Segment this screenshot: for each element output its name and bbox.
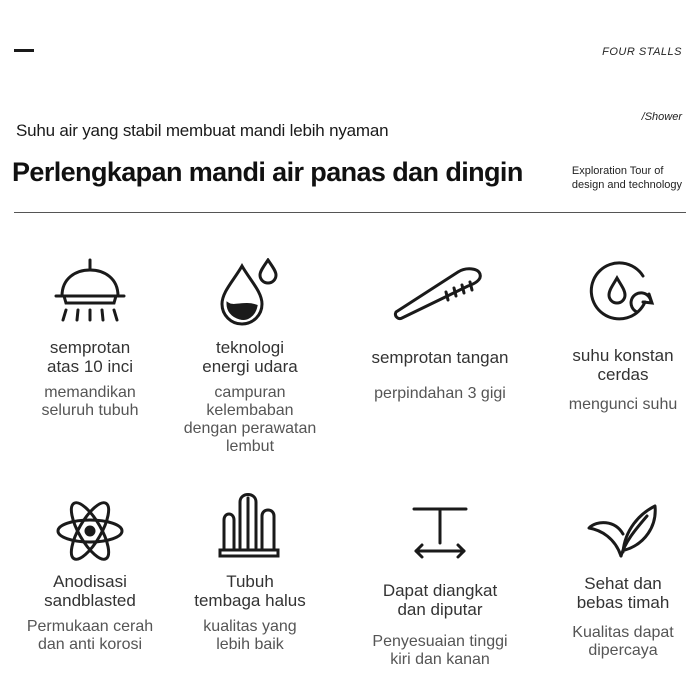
feature-lift-rotate (355, 505, 525, 669)
subtitle: Suhu air yang stabil membuat mandi lebih nyaman (16, 121, 389, 140)
feature-top-spray (5, 258, 175, 420)
feature-air-energy (165, 258, 335, 456)
feature-name: Sehat dan bebas timah (576, 574, 670, 612)
feature-desc: kualitas yang lebih baik (203, 618, 297, 653)
feature-copper-body (165, 492, 335, 654)
tour-caption (572, 164, 682, 192)
atom-icon (52, 500, 128, 562)
tour-line-2: design and technology (571, 179, 682, 191)
tour-line-1: Exploration Tour of (571, 165, 664, 177)
feature-constant-temp (538, 258, 700, 414)
hand-shower-icon (392, 258, 488, 328)
header-divider (14, 212, 686, 213)
feature-name: semprotan tangan (371, 348, 509, 367)
feature-desc: perpindahan 3 gigi (374, 385, 506, 402)
feature-name: semprotan atas 10 inci (47, 338, 133, 376)
feature-anodized (5, 500, 175, 654)
feature-name: teknologi energi udara (202, 338, 298, 376)
page-title: Perlengkapan mandi air panas dan dingin (12, 157, 523, 187)
category-tag: /Shower (641, 111, 682, 123)
feature-hand-spray (355, 258, 525, 403)
lift-rotate-icon (402, 505, 478, 561)
water-drop-icon (212, 258, 288, 328)
feature-desc: mengunci suhu (568, 396, 678, 413)
feature-name: suhu konstan cerdas (572, 346, 674, 384)
feature-desc: Kualitas dapat dipercaya (572, 624, 674, 659)
feature-desc: campuran kelembaban dengan perawatan lembut (183, 384, 317, 455)
shower-head-icon (52, 258, 128, 328)
copper-tube-icon (212, 492, 288, 562)
feature-lead-free (538, 500, 700, 660)
feature-name: Dapat diangkat dan diputar (382, 581, 498, 619)
thermostat-icon (585, 258, 661, 328)
feature-desc: Penyesuaian tinggi kiri dan kanan (372, 633, 508, 668)
feature-name: Anodisasi sandblasted (44, 572, 136, 610)
feature-desc: memandikan seluruh tubuh (41, 384, 139, 419)
leaf-icon (585, 500, 661, 562)
feature-desc: Permukaan cerah dan anti korosi (26, 618, 154, 653)
feature-name: Tubuh tembaga halus (194, 572, 306, 610)
brand-label: FOUR STALLS (602, 46, 682, 58)
header-dash (14, 49, 34, 52)
